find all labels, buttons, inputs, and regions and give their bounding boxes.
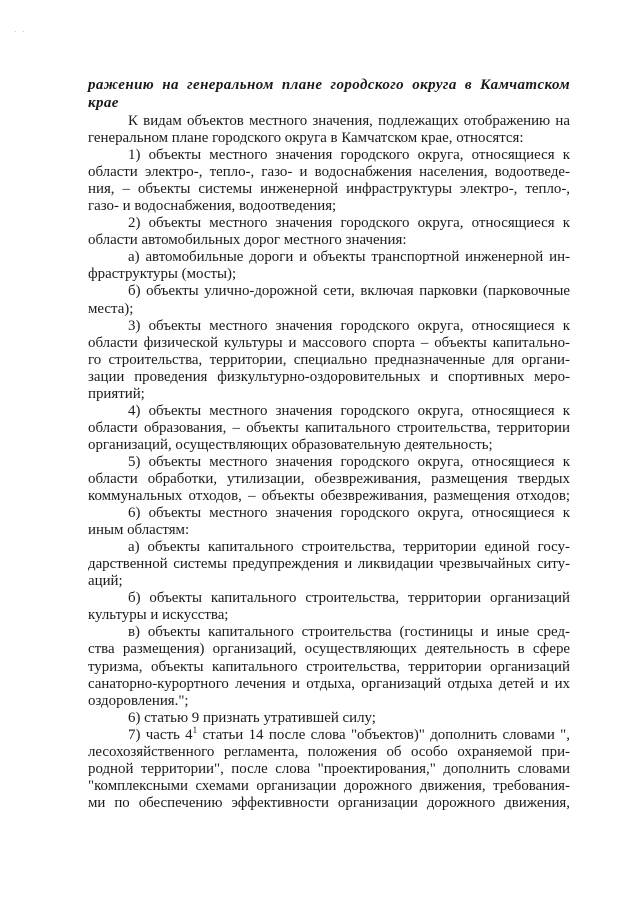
heading-line: крае bbox=[88, 95, 119, 111]
list-item-line: санаторно-курортного лечения и отдыха, организаций отдыха детей и их bbox=[88, 675, 570, 692]
list-item-line: 3) объекты местного значения городского округа, относящиеся к bbox=[128, 317, 570, 334]
list-item-line: го строительства, территории, специально предназначенные для органи- bbox=[88, 351, 570, 368]
list-item-line: культуры и искусства; bbox=[88, 607, 229, 624]
list-item-line: ства размещения) организаций, осуществляющих деятельность в сфере bbox=[88, 641, 570, 658]
list-item-line: 5) объекты местного значения городского округа, относящиеся к bbox=[128, 453, 570, 470]
footnote-superscript: 1 bbox=[192, 724, 198, 735]
list-item-line: области автомобильных дорог местного значения: bbox=[88, 232, 407, 249]
list-item-line: коммунальных отходов, – объекты обезвреживания, размещения отходов; bbox=[88, 488, 570, 505]
list-item-line: 6) объекты местного значения городского округа, относящиеся к bbox=[128, 505, 570, 522]
scan-corner-mark: · · bbox=[14, 28, 27, 36]
list-item-line-start: 7) часть 4 bbox=[128, 726, 193, 743]
list-item-line: области обработки, утилизации, обезвреживания, размещения твердых bbox=[88, 470, 570, 487]
list-item-line: а) автомобильные дороги и объекты транспортной инженерной ин- bbox=[128, 249, 570, 266]
list-item-line: б) объекты капитального строительства, территории организаций bbox=[128, 590, 570, 607]
section-heading bbox=[88, 76, 570, 112]
list-item-line: аций; bbox=[88, 573, 123, 590]
paragraph-line: К видам объектов местного значения, подлежащих отображению на bbox=[128, 113, 570, 129]
list-item-line: места); bbox=[88, 300, 134, 317]
list-item-line: 2) объекты местного значения городского округа, относящиеся к bbox=[128, 215, 570, 232]
list-item-line: родной территории", после слова "проектирования," дополнить словами bbox=[88, 760, 570, 777]
list-item-line: области электро-, тепло-, газо- и водоснабжения населения, водоотведе- bbox=[88, 164, 570, 181]
list-item-line: ми по обеспечению эффективности организации дорожного движения, bbox=[88, 794, 570, 811]
list-item-line: области физической культуры и массового спорта – объекты капитально- bbox=[88, 334, 570, 351]
list-item-line: организаций, осуществляющих образовательную деятельность; bbox=[88, 436, 493, 453]
list-item-line: 1) объекты местного значения городского округа, относящиеся к bbox=[128, 147, 570, 164]
list-item-line: "комплексными схемами организации дорожного движения, требования- bbox=[88, 777, 570, 794]
heading-line: ражению на генеральном плане городского округа в Камчатском bbox=[88, 77, 570, 93]
list-item-line-tail: статьи 14 после слова "объектов)" дополнить словами ", bbox=[197, 726, 570, 743]
list-item-line: лесохозяйственного регламента, положения об особо охраняемой при- bbox=[88, 743, 570, 760]
list-item-line bbox=[88, 724, 570, 744]
paragraph-line: генеральном плане городского округа в Камчатском крае, относятся: bbox=[88, 130, 524, 147]
list-item-line: фраструктуры (мосты); bbox=[88, 266, 237, 283]
document-body bbox=[88, 113, 570, 812]
list-item-line: в) объекты капитального строительства (гостиницы и иные сред- bbox=[128, 624, 570, 641]
list-item-line: а) объекты капитального строительства, территории единой госу- bbox=[128, 539, 570, 556]
list-item-line: приятий; bbox=[88, 385, 145, 402]
list-item-line: газо- и водоснабжения, водоотведения; bbox=[88, 198, 337, 215]
list-item-line: 4) объекты местного значения городского округа, относящиеся к bbox=[128, 402, 570, 419]
list-item-line: зации проведения физкультурно-оздоровительных и спортивных меро- bbox=[88, 368, 570, 385]
list-item-line: оздоровления."; bbox=[88, 692, 189, 709]
list-item-line: туризма, объекты капитального строительства, территории организаций bbox=[88, 658, 570, 675]
list-item-line: 6) статью 9 признать утратившей силу; bbox=[128, 709, 376, 726]
list-item-line: дарственной системы предупреждения и ликвидации чрезвычайных ситу- bbox=[88, 556, 570, 573]
list-item-line: ния, – объекты системы инженерной инфраструктуры электро-, тепло-, bbox=[88, 181, 570, 198]
list-item-line: б) объекты улично-дорожной сети, включая парковки (парковочные bbox=[128, 283, 570, 300]
list-item-line: иным областям: bbox=[88, 522, 190, 539]
list-item-line: области образования, – объекты капитального строительства, территории bbox=[88, 419, 570, 436]
